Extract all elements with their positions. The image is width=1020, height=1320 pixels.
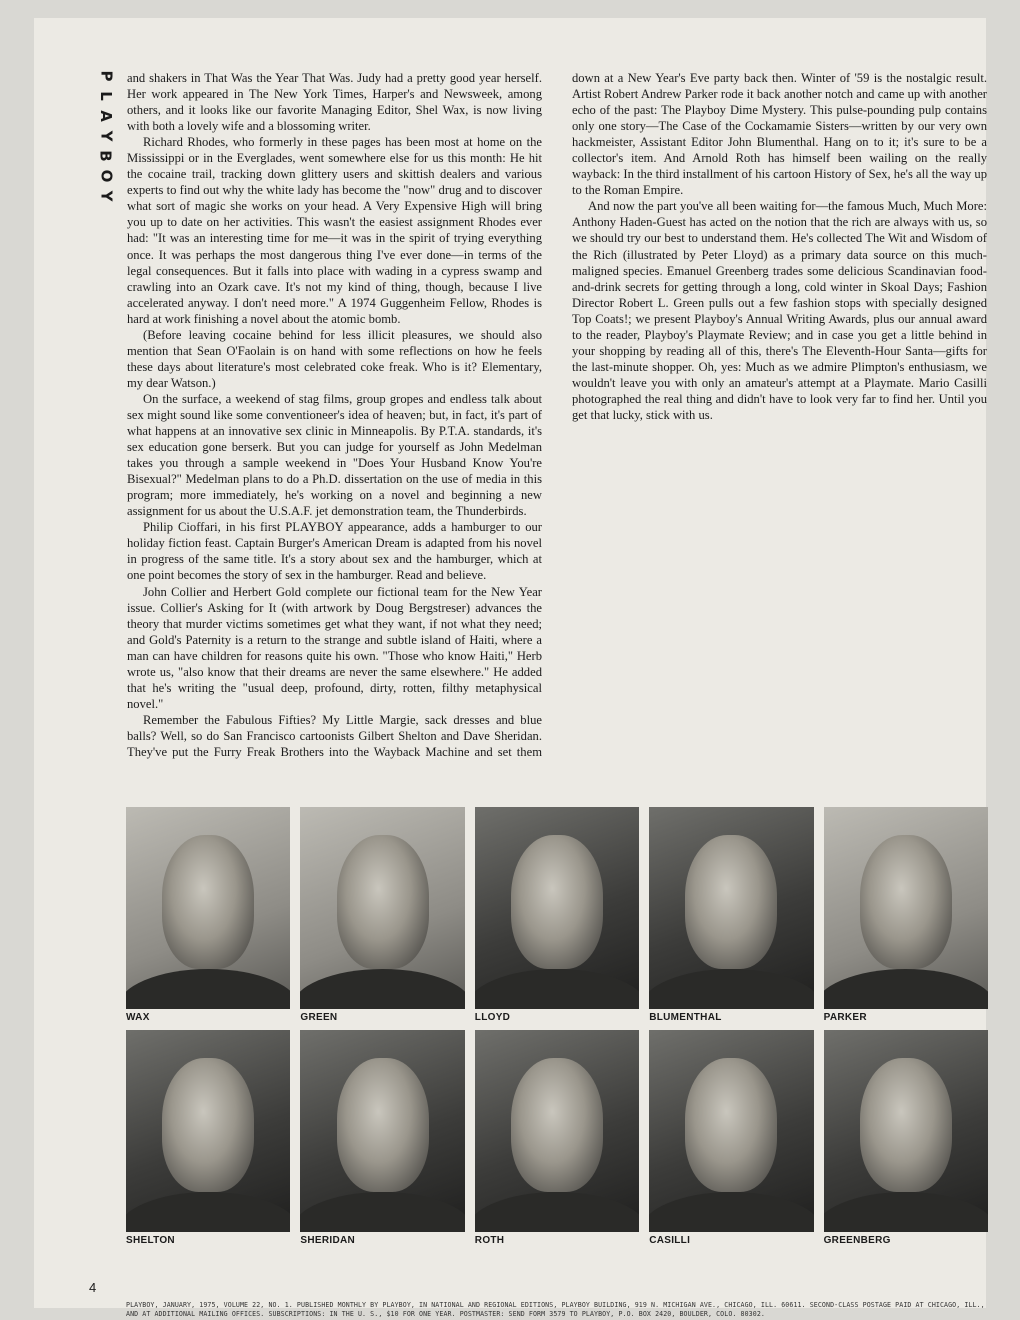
contributor-name-caption: LLOYD — [474, 1012, 511, 1023]
article-paragraph: and shakers in That Was the Year That Was. Judy had a pretty good year herself. Her work appeared in The New York Times, Harper's and Newsweek, among others, and it looks like our favorite Managing Editor, Shel Wax, is now living with both a lovely wife and a blossoming writer. — [127, 71, 542, 134]
magazine-page — [34, 18, 987, 1318]
contributor-portrait-photo — [475, 1030, 639, 1232]
portrait-face — [511, 835, 603, 968]
contributor-portrait-photo — [649, 807, 813, 1009]
contributor-photo-grid — [126, 807, 988, 1248]
masthead-letter: Y — [97, 190, 115, 202]
contributor-card — [649, 1030, 813, 1248]
contributor-card — [300, 807, 464, 1025]
portrait-face — [860, 1058, 952, 1191]
article-paragraph: Richard Rhodes, who formerly in these pages has been most at home on the Mississippi or in the Everglades, went somewhere else for us this month: He hit the cocaine trail, tracking down glittery users and skittish dealers and various experts to find out why the white lady has become the "now" drug and to discover what sort of magic she works on your head. A Very Expensive High will bring you up to date on her activities. This wasn't the easiest assignment Rhodes ever had: "It was an interesting time for me—it was in the spirit of trying everything once. It was perhaps the most dangerous thing I've ever done—in terms of the legal consequences. But it falls into place with wading in a cypress swamp and crawling into an Ozark cave. It's not my kind of thing, though, because I live accelerated anyway. I don't need more." A 1974 Guggenheim Fellow, Rhodes is hard at work finishing a novel about the atomic bomb. — [127, 135, 542, 326]
article-paragraph: (Before leaving cocaine behind for less illicit pleasures, we should also mention that Sean O'Faolain is on hand with some reflections on how he feels these days about literature's most celebrated coke freak. Who is it? Elementary, my dear Watson.) — [127, 327, 542, 390]
contributor-card — [649, 807, 813, 1025]
portrait-face — [337, 835, 429, 968]
contributor-card — [824, 807, 988, 1025]
contributor-portrait-photo — [824, 1030, 988, 1232]
contributor-portrait-photo — [824, 807, 988, 1009]
contributor-portrait-photo — [649, 1030, 813, 1232]
portrait-shoulders — [126, 969, 290, 1009]
contributor-card — [126, 1030, 290, 1248]
portrait-shoulders — [300, 969, 464, 1009]
article-paragraph: Remember the Fabulous Fifties? My Little Margie, sack dresses and blue balls? Well, so do San Francisco cartoonists Gilbert Shelton and Dave Sheridan. They've put the Furry Freak Brothers into the Wayback Machine and set them down at a New Year's Eve party back then. Winter of '59 is the nostalgic result. Artist Robert Andrew Parker rode it back another notch and came up with another echo of the past: The Playboy Dime Mystery. This pulse-pounding pulp contains only one story—The Case of the Cockamamie Sisters—written by our very own hackmeister, Assistant Editor John Blumenthal. Hang on to it; it's sure to be a collector's item. And Arnold Roth has himself been wailing on the really wayback: In the third installment of his cartoon History of Sex, he's all the way up to the Roman Empire. — [127, 71, 987, 759]
portrait-shoulders — [126, 1192, 290, 1232]
portrait-shoulders — [824, 1192, 988, 1232]
article-paragraph: On the surface, a weekend of stag films, group gropes and endless talk about sex might sound like some conventioneer's idea of heaven; but, in fact, it's part of what happens at an innovative sex clinic in Minneapolis. By P.T.A. standards, it's sex education gone berserk. But you can judge for yourself as John Medelman takes you through a sample weekend in "Does Your Husband Know You're Bisexual?" Medelman plans to do a Ph.D. dissertation on the use of media in this program; more immediately, he's working on a novel and beginning a new assignment for us about the U.S.A.F. jet demonstration team, the Thunderbirds. — [127, 391, 542, 519]
portrait-shoulders — [475, 1192, 639, 1232]
contributor-name-caption: BLUMENTHAL — [649, 1012, 722, 1023]
portrait-shoulders — [649, 1192, 813, 1232]
masthead-letter: P — [97, 70, 115, 82]
article-paragraph: John Collier and Herbert Gold complete our fictional team for the New Year issue. Collier's Asking for It (with artwork by Doug Bergstreser) advances the theory that murder victims sometimes get what they want, if not what they need; and Gold's Paternity is a return to the strange and subtle island of Haiti, where a man can have children for reasons quite his own. "Those who know Haiti," Herb wrote us, "also know that their dreams are never the same elsewhere." He added that he's writing the "usual deep, profound, dirty, rotten, filthy metaphysical novel." — [127, 584, 542, 711]
portrait-face — [162, 835, 254, 968]
portrait-shoulders — [300, 1192, 464, 1232]
contributor-portrait-photo — [475, 807, 639, 1009]
contributor-name-caption: SHERIDAN — [300, 1235, 356, 1246]
portrait-face — [162, 1058, 254, 1191]
portrait-shoulders — [475, 969, 639, 1009]
masthead-letter: B — [97, 150, 115, 162]
contributor-portrait-photo — [300, 807, 464, 1009]
portrait-shoulders — [824, 969, 988, 1009]
article-paragraph: And now the part you've all been waiting for—the famous Much, Much More: Anthony Haden-Guest has acted on the notion that the rich are always with us, so we should try our best to understand them. He's collected The Wit and Wisdom of the Rich (illustrated by Peter Lloyd) as a primary data source on this much-maligned species. Emanuel Greenberg trades some delicious Scandinavian food-and-drink secrets for getting through a long, cold winter in Skoal Days; Fashion Director Robert L. Green pulls out a few fashion stops with specially designed Top Coats!; we present Playboy's Annual Writing Awards, plus our annual award to the reader, Playboy's Playmate Review; and in case you get a little behind in your shopping by reading all of this, there's The Eleventh-Hour Santa—gifts for the last-minute shopper. Oh, yes: Much as we admire Plimpton's enthusiasm, we wouldn't leave you with only an amateur's attempt at a Playmate. Mario Casilli photographed the real thing and didn't have to look very far to find her. Until you get that lucky, stick with us. — [572, 199, 987, 422]
contributor-name-caption: GREEN — [300, 1012, 338, 1023]
masthead-letter: O — [96, 169, 115, 183]
contributor-name-caption: SHELTON — [126, 1235, 175, 1246]
contributor-portrait-photo — [126, 1030, 290, 1232]
contributor-name-caption: CASILLI — [649, 1235, 691, 1246]
contributor-card — [300, 1030, 464, 1248]
portrait-face — [685, 1058, 777, 1191]
masthead-letter: A — [96, 110, 115, 122]
portrait-face — [337, 1058, 429, 1191]
contributor-card — [126, 807, 290, 1025]
masthead-letter: Y — [97, 130, 115, 142]
portrait-face — [860, 835, 952, 968]
contributor-card — [475, 1030, 639, 1248]
contributor-name-caption: WAX — [126, 1012, 150, 1023]
portrait-shoulders — [649, 969, 813, 1009]
page-number: 4 — [89, 1280, 97, 1295]
playboy-masthead — [86, 66, 126, 206]
contributor-portrait-photo — [126, 807, 290, 1009]
contributor-card — [475, 807, 639, 1025]
publication-footer: PLAYBOY, JANUARY, 1975, VOLUME 22, NO. 1. PUBLISHED MONTHLY BY PLAYBOY, IN NATIONAL AND REGIONAL EDITIONS, PLAYBOY BUILDING, 919 N. MICHIGAN AVE., CHICAGO, ILL. 60611. SECOND-CLASS POSTAGE PAID AT CHICAGO, ILL., AND AT ADDITIONAL MAILING OFFICES. SUBSCRIPTIONS: IN THE U. S., $10 FOR ONE YEAR. POSTMASTER: SEND FORM 3579 TO PLAYBOY, P.O. BOX 2420, BOULDER, COLO. 80302. — [126, 1301, 985, 1318]
article-body — [127, 70, 987, 762]
portrait-face — [685, 835, 777, 968]
contributor-portrait-photo — [300, 1030, 464, 1232]
article-paragraph: Philip Cioffari, in his first PLAYBOY appearance, adds a hamburger to our holiday fiction feast. Captain Burger's American Dream is adapted from his novel in progress of the same title. It's a story about sex and the hamburger, which at one point becomes the story of sex in the hamburger. Read and believe. — [127, 520, 542, 583]
contributor-name-caption: ROTH — [474, 1235, 505, 1246]
masthead-letter: L — [97, 91, 115, 101]
contributor-name-caption: GREENBERG — [823, 1235, 891, 1246]
contributor-name-caption: PARKER — [823, 1012, 867, 1023]
contributor-card — [824, 1030, 988, 1248]
portrait-face — [511, 1058, 603, 1191]
